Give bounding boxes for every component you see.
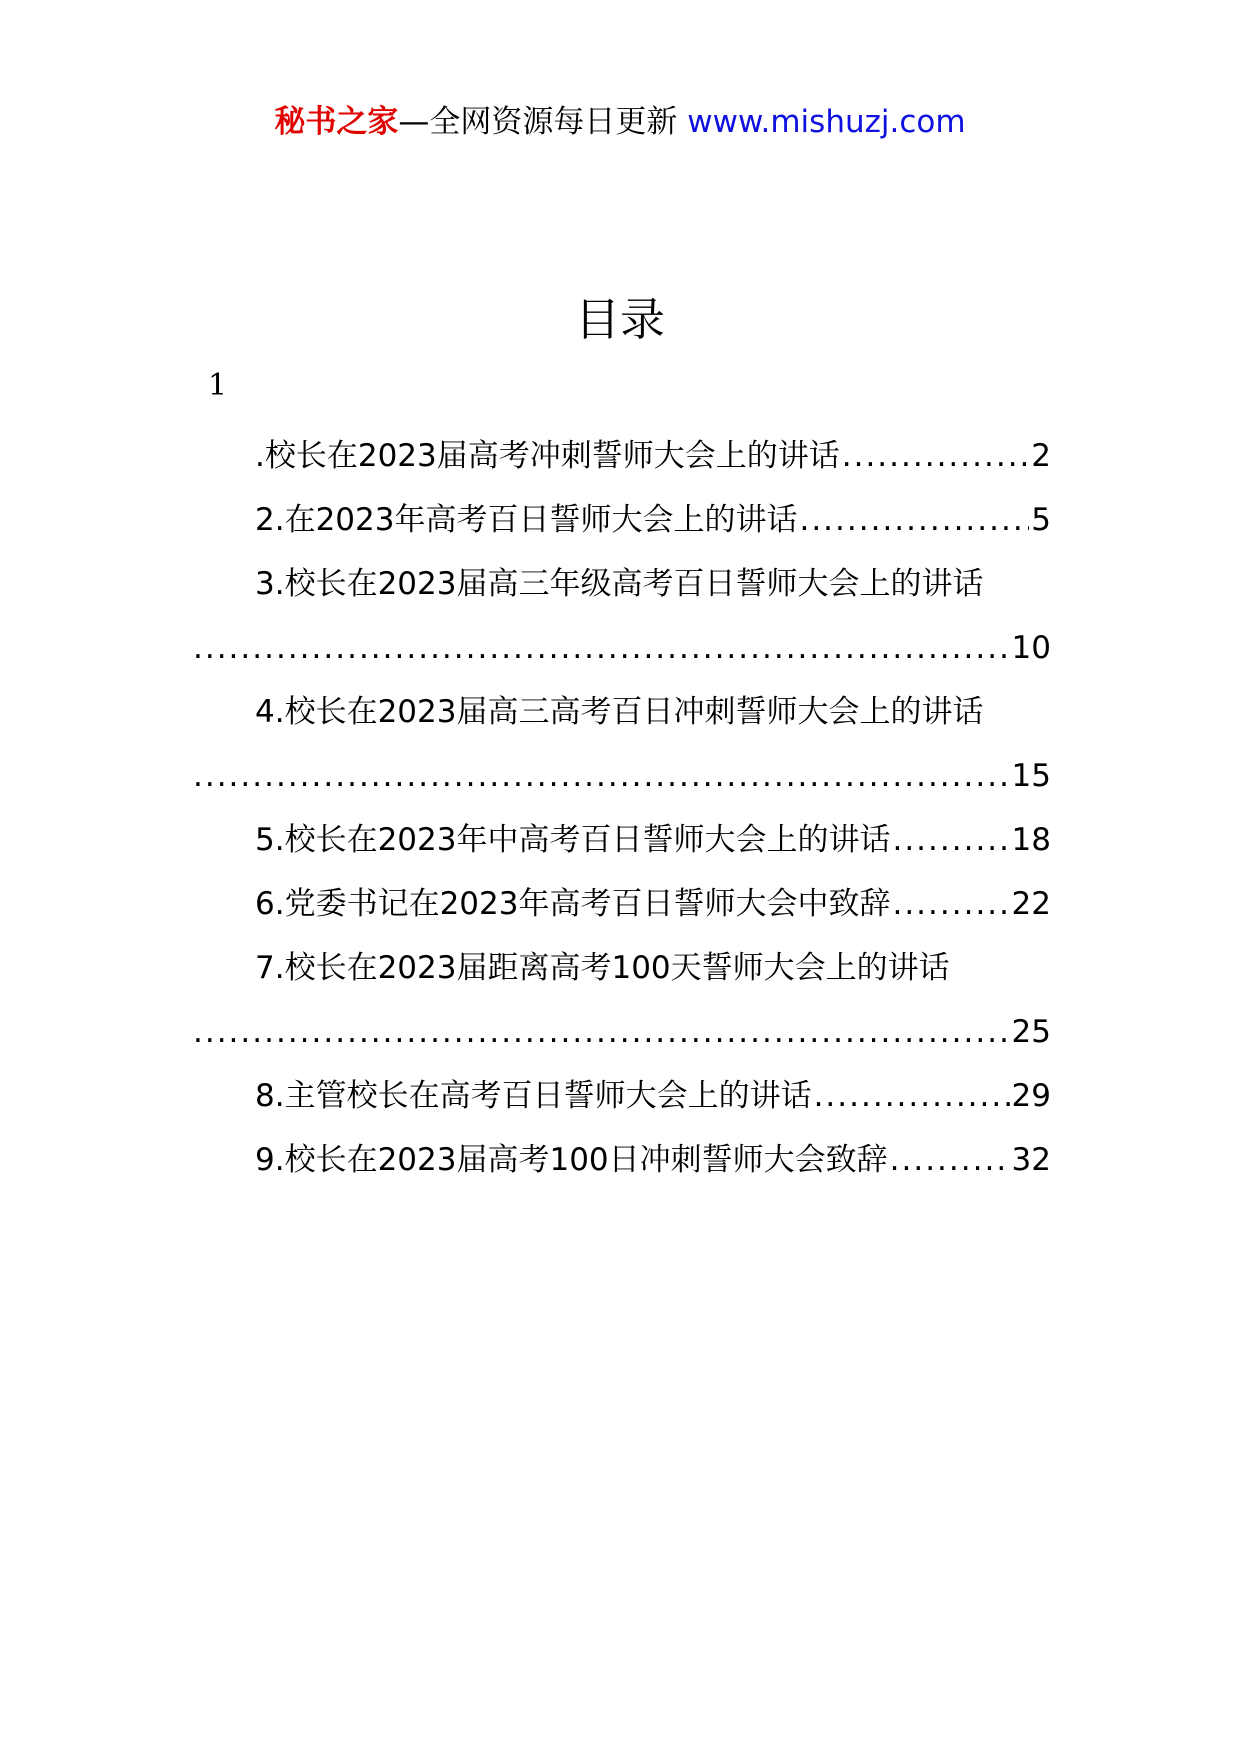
toc-entry-page: 15 <box>1011 758 1051 794</box>
toc-leader-dots <box>892 808 1009 872</box>
toc-leader-dots <box>193 744 1010 808</box>
toc-entry-page: 22 <box>1011 886 1051 922</box>
toc-entry-page: 25 <box>1011 1014 1051 1050</box>
toc-entry-page: 5 <box>1031 502 1051 538</box>
toc-entry-3[interactable] <box>191 552 1051 680</box>
toc-entry-4[interactable] <box>191 680 1051 808</box>
toc-title: 目录 <box>574 293 665 346</box>
toc-entry-title: 2.在2023年高考百日誓师大会上的讲话 <box>255 502 798 538</box>
stray-number: 1 <box>208 368 228 403</box>
toc-entry-page: 2 <box>1031 438 1051 474</box>
toc-entry-9[interactable] <box>191 1128 1051 1192</box>
toc-entry-page: 29 <box>1011 1078 1051 1114</box>
toc-leader-dots <box>193 616 1010 680</box>
toc-entry-title: 9.校长在2023届高考100日冲刺誓师大会致辞 <box>255 1142 888 1178</box>
brand-name: 秘书之家 <box>274 104 399 140</box>
table-of-contents <box>191 424 1051 1192</box>
toc-entry-8[interactable] <box>191 1064 1051 1128</box>
toc-entry-1[interactable] <box>191 424 1051 488</box>
header-tagline: —全网资源每日更新 <box>398 104 678 140</box>
toc-leader-dots <box>892 872 1009 936</box>
page-header <box>0 100 1240 144</box>
toc-entry-title: 8.主管校长在高考百日誓师大会上的讲话 <box>255 1078 812 1114</box>
toc-entry-title: 4.校长在2023届高三高考百日冲刺誓师大会上的讲话 <box>255 694 984 730</box>
toc-entry-2[interactable] <box>191 488 1051 552</box>
toc-leader-dots <box>890 1128 1010 1192</box>
toc-entry-title: 3.校长在2023届高三年级高考百日誓师大会上的讲话 <box>255 566 984 602</box>
toc-entry-title: 6.党委书记在2023年高考百日誓师大会中致辞 <box>255 886 891 922</box>
toc-entry-title: 7.校长在2023届距离高考100天誓师大会上的讲话 <box>255 950 950 986</box>
toc-entry-page: 18 <box>1011 822 1051 858</box>
toc-leader-dots <box>799 488 1029 552</box>
header-url-link[interactable]: www.mishuzj.com <box>687 104 966 140</box>
toc-entry-6[interactable] <box>191 872 1051 936</box>
toc-entry-7[interactable] <box>191 936 1051 1064</box>
toc-leader-dots <box>193 1000 1010 1064</box>
toc-entry-title: .校长在2023届高考冲刺誓师大会上的讲话 <box>255 438 840 474</box>
toc-leader-dots <box>814 1064 1010 1128</box>
toc-entry-title: 5.校长在2023年中高考百日誓师大会上的讲话 <box>255 822 891 858</box>
toc-entry-page: 32 <box>1011 1142 1051 1178</box>
toc-entry-page: 10 <box>1011 630 1051 666</box>
toc-leader-dots <box>842 424 1030 488</box>
toc-entry-5[interactable] <box>191 808 1051 872</box>
